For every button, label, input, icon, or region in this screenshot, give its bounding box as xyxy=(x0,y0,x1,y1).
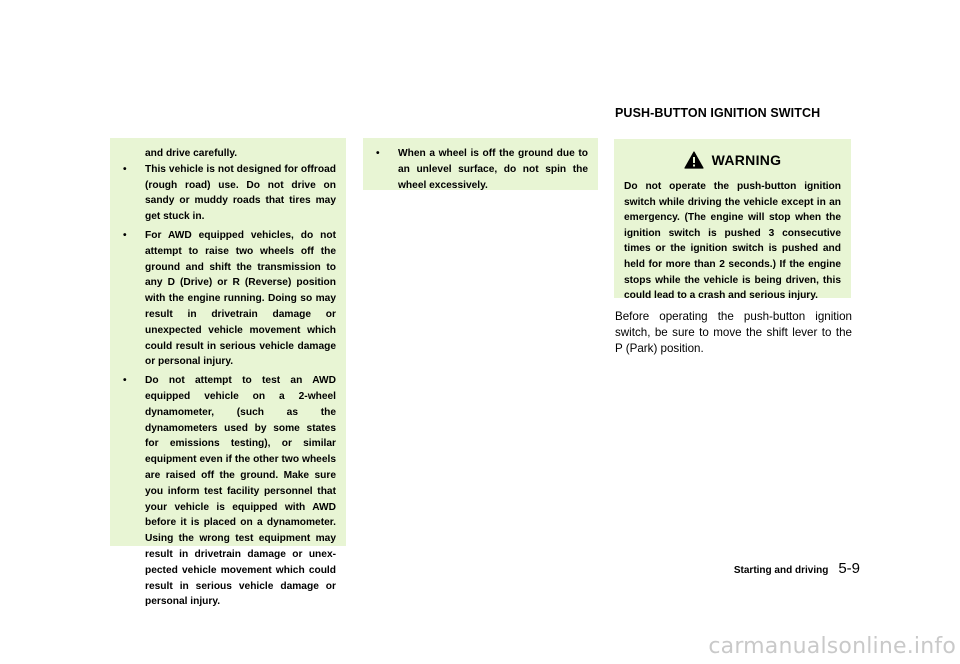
caution-panel-middle xyxy=(363,138,598,190)
caution-panel-left xyxy=(110,138,346,608)
body-paragraph: Before operating the push-button ignition switch, be sure to move the shift lever to the P (Park) position. xyxy=(615,310,852,355)
list-item-text: For AWD equipped vehicles, do not attempt to raise two wheels off the ground and shift the transmission to any D (Drive) or R (Reverse) position with the engine running. Doing so may result in drivetrain damage or unexpected vehicle movement which could result in serious vehicle damage or personal injury. xyxy=(145,229,336,368)
list-item xyxy=(120,373,336,610)
bullet-icon: • xyxy=(123,229,127,241)
warning-text: Do not operate the push-button ignition switch while driving the vehicle except in an emergency. (The engine will stop when the ignition switch is pushed 3 consecutive times or the ignition switch is pushed and held for more than 2 seconds.) If the engine stops while the vehicle is being driven, this could lead to a crash and serious injury. xyxy=(624,181,841,302)
continuation-text: and drive carefully. xyxy=(145,148,238,159)
list-item-text: Do not attempt to test an AWD equipped vehicle on a 2-wheel dynamometer, (such as the dynamometers used by some states for emissions testing), or similar equipment even if the other two wheels are raised off the ground. Make sure you inform test facility personnel that your vehicle is equipped with AWD before it is placed on a dynamometer. Using the wrong test equipment may result in drivetrain damage or unex-pected vehicle movement which could result in serious vehicle damage or personal injury. xyxy=(145,375,336,608)
page-number: 5-9 xyxy=(838,560,860,577)
bullet-icon: • xyxy=(123,163,127,175)
list-item xyxy=(120,228,336,370)
list-item-text: This vehicle is not designed for offroad (rough road) use. Do not drive on sandy or muddy roads that tires may get stuck in. xyxy=(145,163,336,223)
caution-list-left xyxy=(120,162,336,610)
list-item xyxy=(373,146,588,193)
list-item-text: When a wheel is off the ground due to an unlevel surface, do not spin the wheel excessively. xyxy=(398,148,588,191)
bullet-icon: • xyxy=(376,148,380,159)
footer-section-label: Starting and driving xyxy=(733,565,829,576)
page-footer xyxy=(700,560,860,577)
warning-header xyxy=(624,139,841,177)
caution-list-middle xyxy=(373,146,588,193)
section-title: PUSH-BUTTON IGNITION SWITCH xyxy=(615,106,821,120)
watermark: carmanualsonline.info xyxy=(708,634,956,659)
list-item xyxy=(120,162,336,225)
warning-box xyxy=(614,139,851,302)
warning-triangle-icon xyxy=(684,151,704,169)
warning-title: WARNING xyxy=(711,152,782,168)
bullet-icon: • xyxy=(123,375,127,387)
